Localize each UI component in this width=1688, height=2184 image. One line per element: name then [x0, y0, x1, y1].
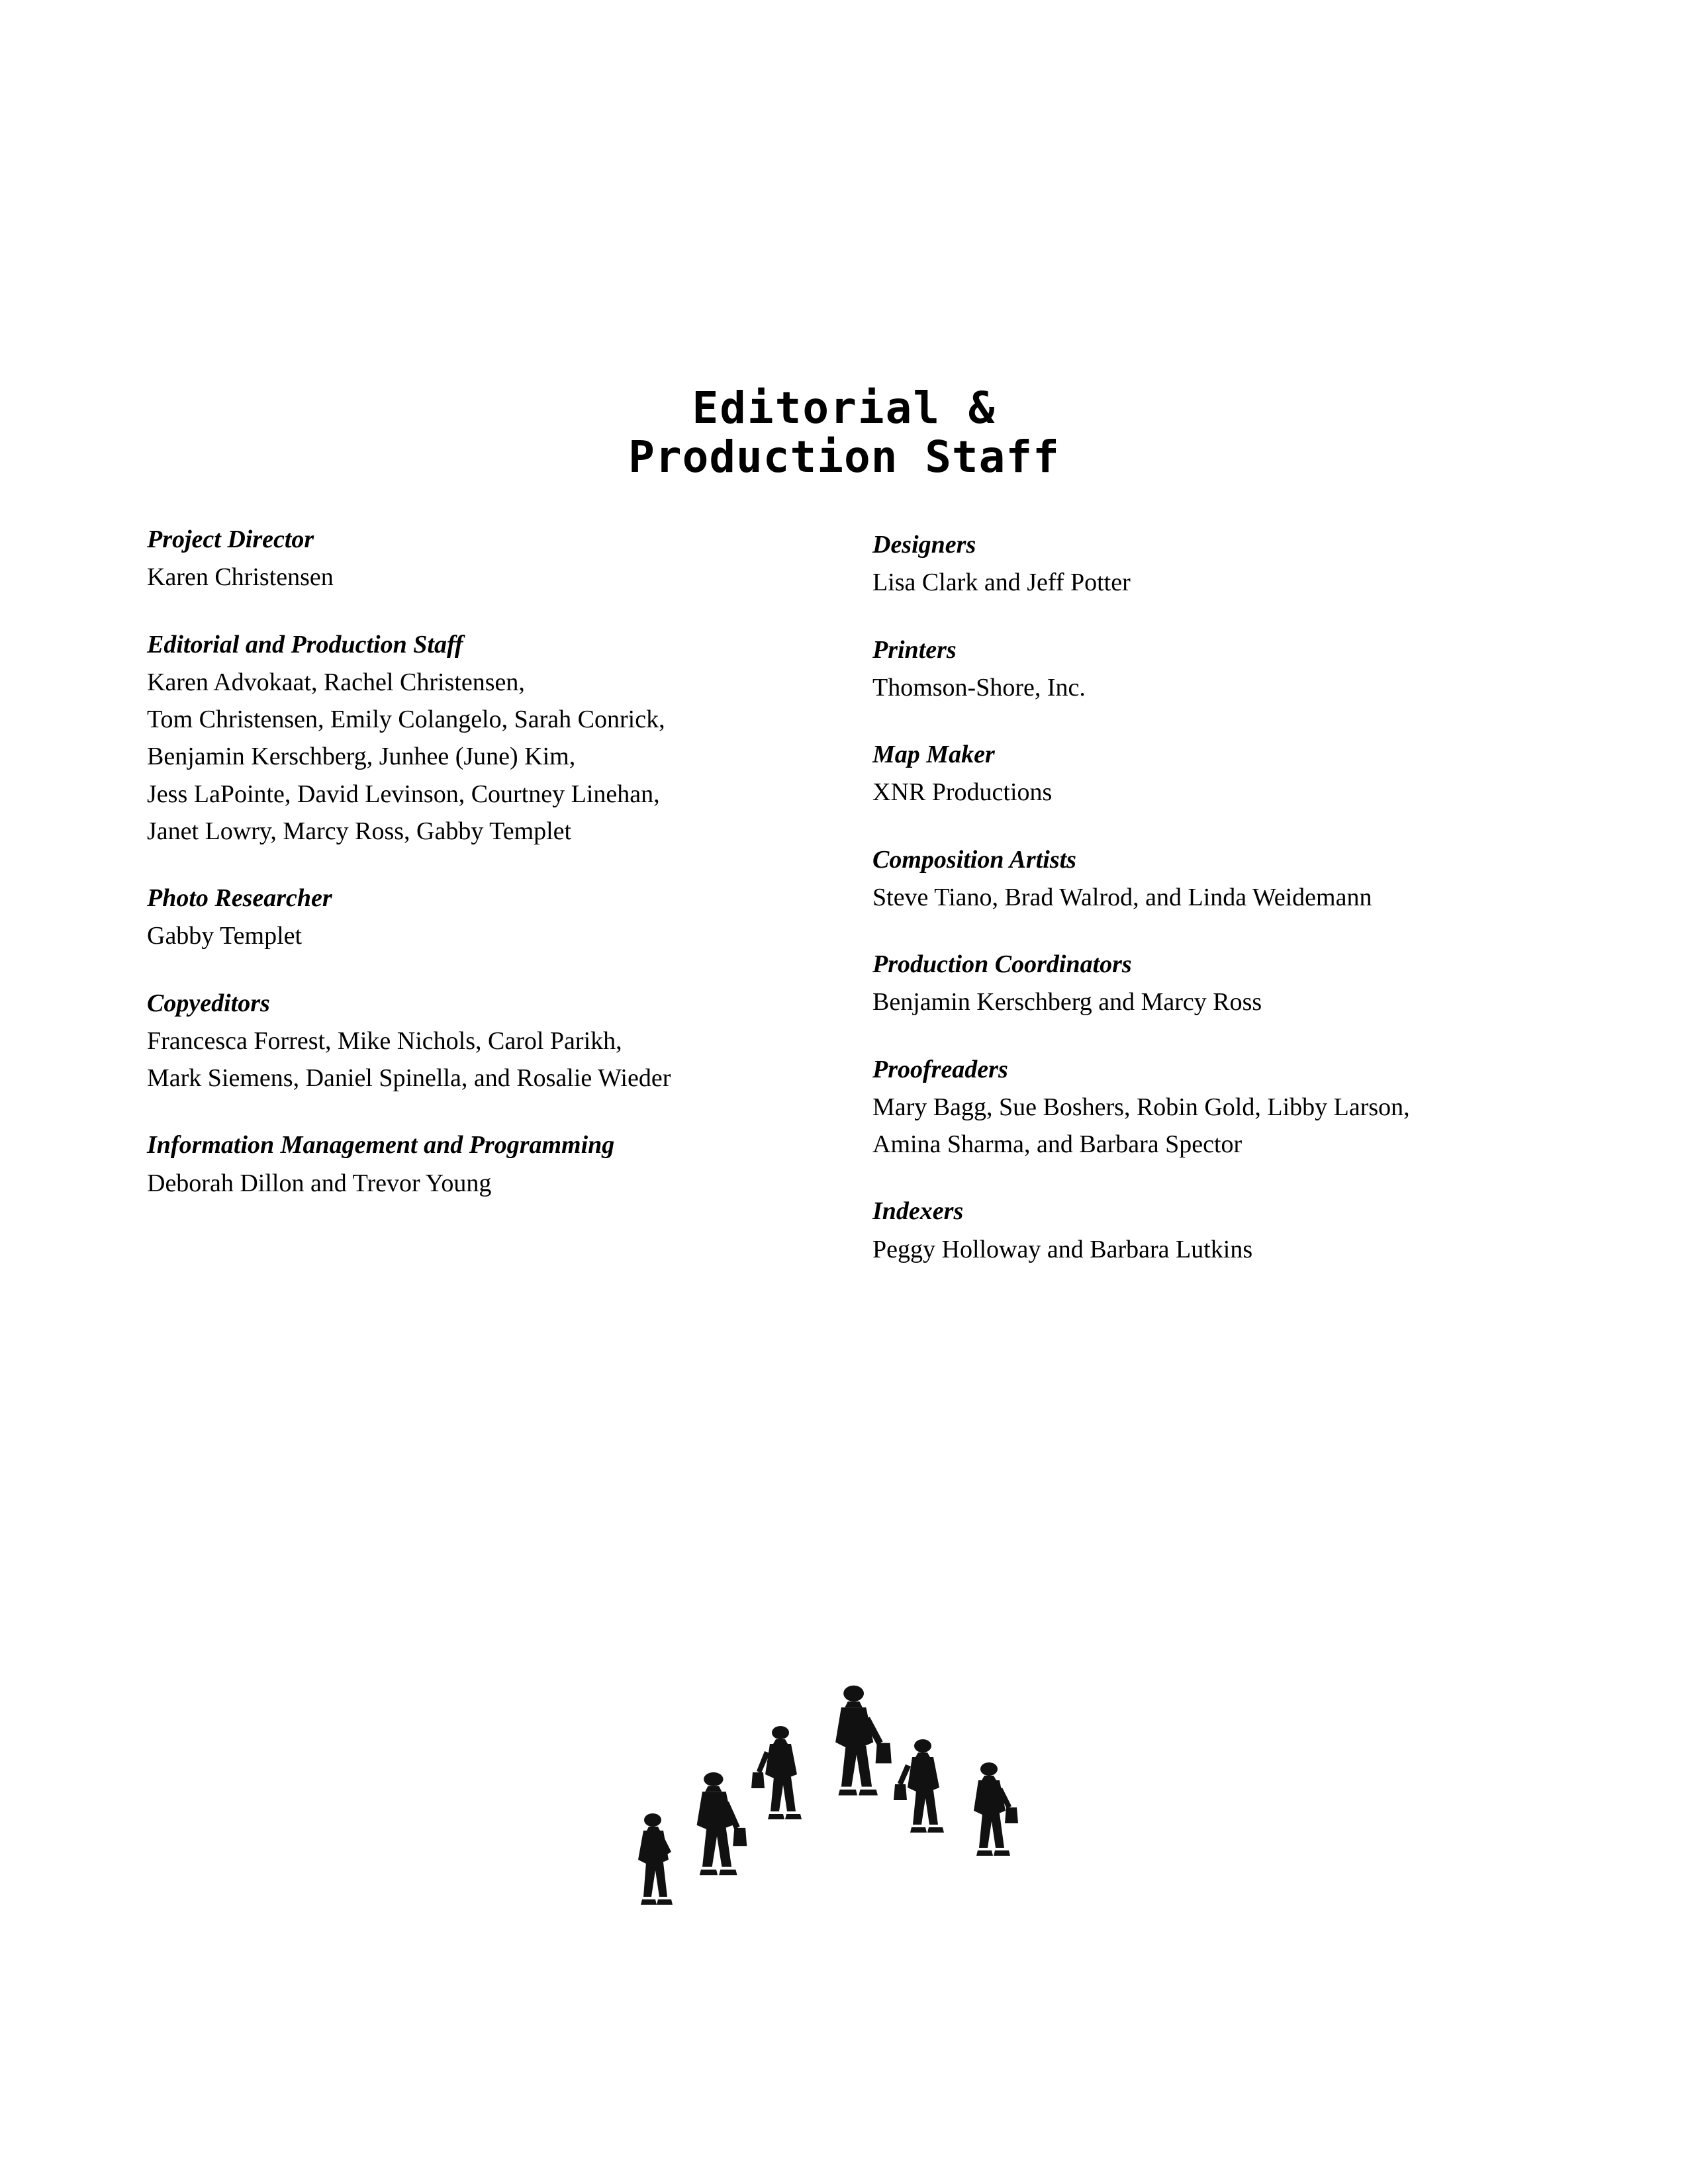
staff-group-indexers — [872, 1195, 1541, 1268]
group-heading: Information Management and Programming — [147, 1131, 615, 1160]
group-line: Jess LaPointe, David Levinson, Courtney Linehan, — [147, 780, 660, 808]
staff-group-photo-researcher — [147, 882, 816, 955]
group-line: Thomson-Shore, Inc. — [872, 673, 1086, 702]
group-line: Mark Siemens, Daniel Spinella, and Rosalie Wieder — [147, 1064, 671, 1093]
group-line: Lisa Clark and Jeff Potter — [872, 569, 1131, 597]
staff-columns — [147, 523, 1544, 1268]
group-line: Mary Bagg, Sue Boshers, Robin Gold, Libby Larson, — [872, 1093, 1410, 1121]
group-line: Benjamin Kerschberg, Junhee (June) Kim, — [147, 743, 576, 771]
group-heading: Copyeditors — [147, 989, 270, 1017]
staff-group-copyeditors — [147, 987, 816, 1097]
group-heading: Composition Artists — [872, 845, 1076, 874]
staff-group-composition-artists — [872, 843, 1541, 917]
group-heading: Project Director — [147, 525, 314, 553]
staff-group-project-director — [147, 523, 816, 596]
group-heading: Editorial and Production Staff — [147, 630, 463, 659]
group-line: Karen Advokaat, Rachel Christensen, — [147, 668, 525, 696]
staff-group-editorial-production-staff — [147, 628, 816, 850]
group-heading: Indexers — [872, 1197, 964, 1226]
group-heading: Map Maker — [872, 741, 995, 769]
page-title — [0, 384, 1688, 482]
group-line: Benjamin Kerschberg and Marcy Ross — [872, 988, 1262, 1017]
staff-group-map-maker — [872, 738, 1541, 811]
group-heading: Production Coordinators — [872, 950, 1132, 979]
group-line: Karen Christensen — [147, 563, 334, 592]
group-line: Peggy Holloway and Barbara Lutkins — [872, 1235, 1253, 1263]
staff-group-printers — [872, 633, 1541, 707]
group-line: Francesca Forrest, Mike Nichols, Carol Parikh, — [147, 1026, 622, 1055]
group-line: Amina Sharma, and Barbara Spector — [872, 1130, 1243, 1159]
group-line: Steve Tiano, Brad Walrod, and Linda Weidemann — [872, 883, 1372, 911]
group-heading: Designers — [872, 531, 976, 559]
group-line: Janet Lowry, Marcy Ross, Gabby Templet — [147, 817, 572, 845]
group-heading: Printers — [872, 635, 957, 664]
group-heading: Photo Researcher — [147, 884, 332, 912]
page-title-line-2: Production Staff — [628, 431, 1060, 482]
staff-column-right — [872, 523, 1541, 1268]
staff-column-left — [147, 523, 816, 1268]
walking-figures-illustration — [616, 1648, 1079, 2019]
group-line: Gabby Templet — [147, 922, 303, 950]
staff-group-information-management — [147, 1128, 816, 1202]
group-line: XNR Productions — [872, 778, 1053, 807]
group-heading: Proofreaders — [872, 1055, 1008, 1083]
staff-group-designers — [872, 528, 1541, 602]
staff-group-proofreaders — [872, 1053, 1541, 1163]
page-title-line-1: Editorial & — [692, 383, 996, 433]
group-line: Tom Christensen, Emily Colangelo, Sarah Conrick, — [147, 705, 665, 734]
group-line: Deborah Dillon and Trevor Young — [147, 1169, 492, 1197]
staff-group-production-coordinators — [872, 948, 1541, 1021]
